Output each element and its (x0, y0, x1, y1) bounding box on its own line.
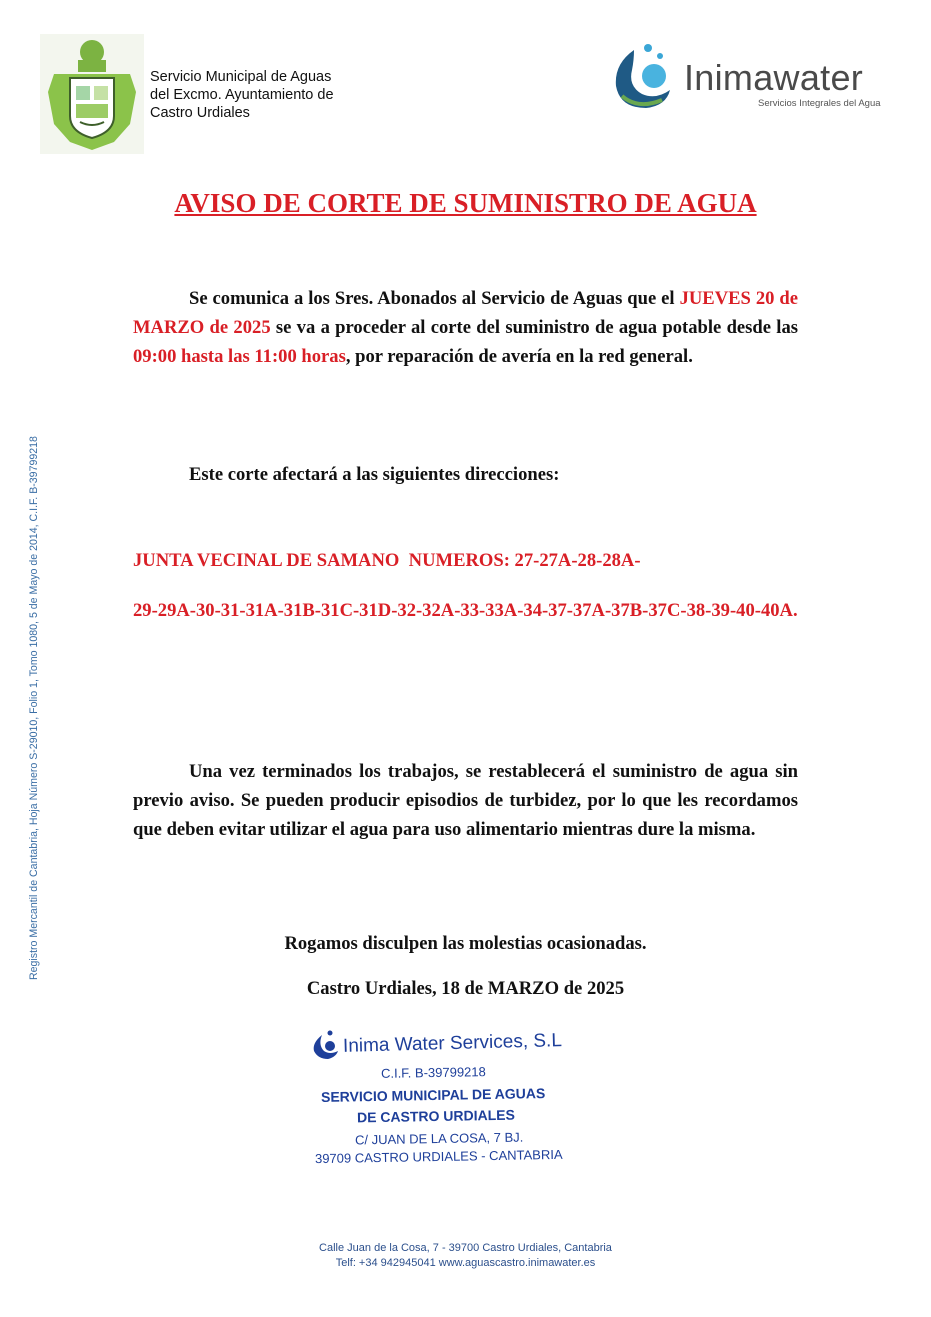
municipal-service-text (150, 68, 334, 122)
brand-tagline: Servicios Integrales del Agua (758, 98, 881, 109)
brand-word-b: water (773, 57, 864, 98)
notice-title: AVISO DE CORTE DE SUMINISTRO DE AGUA (174, 188, 757, 218)
p1-text: se va a proceder al corte del suministro de agua potable desde las (270, 317, 798, 338)
p1-text: Se comunica a los Sres. Abonados al Servicio de Aguas que el (189, 288, 680, 309)
p1-text: , por reparación de avería en la red general. (345, 346, 693, 367)
notice-paragraph (133, 284, 798, 371)
water-drop-icon (608, 40, 678, 112)
stamp-cif: C.I.F. B-39799218 (380, 1064, 486, 1081)
stamp-street: C/ JUAN DE LA COSA, 7 BJ. (354, 1129, 524, 1148)
place-date-line: Castro Urdiales, 18 de MARZO de 2025 (306, 978, 625, 999)
brand-wordmark (684, 58, 863, 98)
apology-line: Rogamos disculpen las molestias ocasionadas. (284, 933, 647, 954)
stamp-company: Inima Water Services, S.L (342, 1030, 563, 1057)
address-line: JUNTA VECINAL DE SAMANO NUMEROS: 27-27A-28-28A- (133, 550, 641, 571)
footer (0, 1241, 931, 1271)
inimawater-logo (608, 40, 908, 120)
brand-word-a: Inima (684, 57, 774, 98)
stamp-line: SERVICIO MUNICIPAL DE AGUAS (320, 1085, 546, 1105)
affected-intro: Este corte afectará a las siguientes direcciones: (189, 464, 560, 485)
company-stamp (305, 1027, 580, 1177)
municipal-line: Castro Urdiales (150, 105, 250, 121)
stamp-city: 39709 CASTRO URDIALES - CANTABRIA (314, 1146, 563, 1167)
outage-hours: 09:00 hasta las 11:00 horas (133, 346, 346, 367)
stamp-line: DE CASTRO URDIALES (356, 1106, 516, 1126)
footer-address: Calle Juan de la Cosa, 7 - 39700 Castro Urdiales, Cantabria (319, 1242, 612, 1254)
outage-date: JUEVES 20 de MARZO de 2025 (133, 288, 798, 338)
restoration-paragraph: Una vez terminados los trabajos, se restablecerá el suministro de agua sin previo aviso. Se pueden producir episodios de turbidez, por lo que les recordamos que deben evitar utilizar el agua para uso alimentario mientras dure la misma. (133, 761, 798, 840)
stamp-drop-icon (310, 1029, 342, 1061)
municipal-line: del Excmo. Ayuntamiento de (150, 87, 334, 103)
address-line: 29-29A-30-31-31A-31B-31C-31D-32-32A-33-33A-34-37-37A-37B-37C-38-39-40-40A. (133, 600, 798, 621)
municipal-line: Servicio Municipal de Aguas (150, 69, 332, 85)
coat-of-arms-logo (40, 34, 144, 154)
footer-contact: Telf: +34 942945041 www.aguascastro.inimawater.es (335, 1257, 596, 1269)
vertical-legal-text: Registro Mercantil de Cantabria, Hoja Número S-29010, Folio 1, Tomo 1080, 5 de Mayo de 2014, C.I.F. B-39799218 (28, 436, 40, 980)
